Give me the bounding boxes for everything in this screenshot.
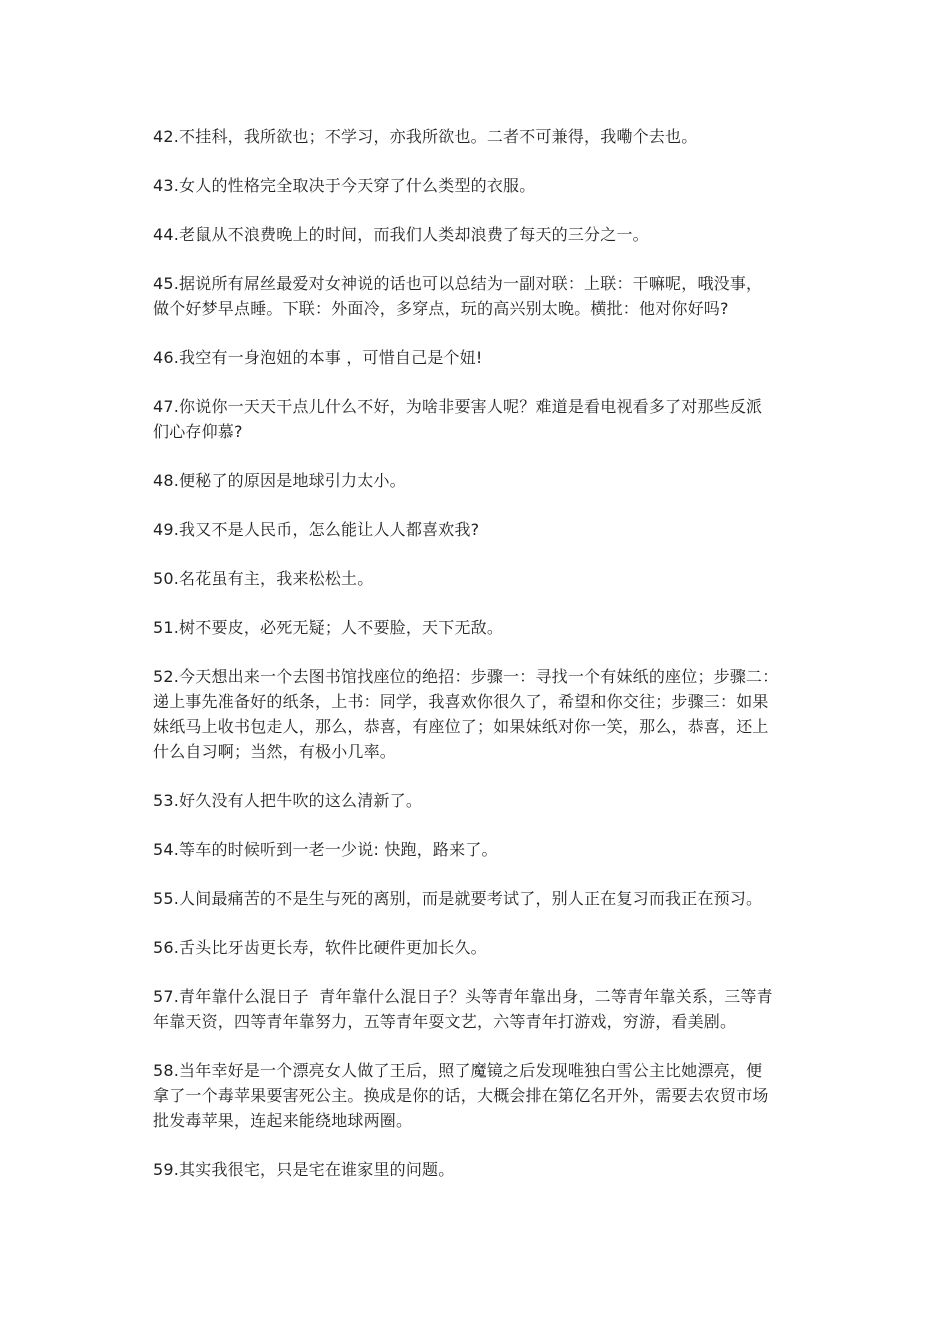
paragraph-line: 46.我空有一身泡妞的本事 ，可惜自己是个妞! bbox=[153, 348, 483, 367]
paragraph-line: 59.其实我很宅，只是宅在谁家里的问题。 bbox=[153, 1160, 455, 1179]
paragraph-line: 批发毒苹果，连起来能绕地球两圈。 bbox=[153, 1111, 413, 1130]
joke-paragraph bbox=[153, 1058, 798, 1133]
paragraph-line: 44.老鼠从不浪费晚上的时间，而我们人类却浪费了每天的三分之一。 bbox=[153, 225, 649, 244]
paragraph-line: 拿了一个毒苹果要害死公主。换成是你的话，大概会排在第亿名开外，需要去农贸市场 bbox=[153, 1086, 769, 1105]
paragraph-line: 47.你说你一天天干点儿什么不好，为啥非要害人呢？难道是看电视看多了对那些反派 bbox=[153, 397, 763, 416]
joke-paragraph bbox=[153, 566, 798, 591]
paragraph-line: 55.人间最痛苦的不是生与死的离别，而是就要考试了，别人正在复习而我正在预习。 bbox=[153, 889, 763, 908]
paragraph-line: 51.树不要皮，必死无疑；人不要脸，天下无敌。 bbox=[153, 618, 504, 637]
joke-paragraph bbox=[153, 345, 798, 370]
paragraph-line: 们心存仰慕? bbox=[153, 422, 243, 441]
joke-paragraph bbox=[153, 124, 798, 149]
joke-paragraph bbox=[153, 271, 798, 321]
document-body bbox=[153, 124, 798, 1206]
paragraph-line: 58.当年幸好是一个漂亮女人做了王后，照了魔镜之后发现唯独白雪公主比她漂亮，便 bbox=[153, 1061, 763, 1080]
paragraph-line: 54.等车的时候听到一老一少说: 快跑，路来了。 bbox=[153, 840, 498, 859]
joke-paragraph bbox=[153, 886, 798, 911]
paragraph-line: 53.好久没有人把牛吹的这么清新了。 bbox=[153, 791, 423, 810]
paragraph-line: 52.今天想出来一个去图书馆找座位的绝招：步骤一：寻找一个有妹纸的座位；步骤二： bbox=[153, 667, 779, 686]
paragraph-line: 什么自习啊；当然，有极小几率。 bbox=[153, 742, 397, 761]
paragraph-line: 递上事先准备好的纸条，上书：同学，我喜欢你很久了，希望和你交往；步骤三：如果 bbox=[153, 692, 769, 711]
joke-paragraph bbox=[153, 984, 798, 1034]
paragraph-line: 做个好梦早点睡。下联：外面冷，多穿点，玩的高兴别太晚。横批：他对你好吗? bbox=[153, 299, 729, 318]
joke-paragraph bbox=[153, 468, 798, 493]
paragraph-line: 50.名花虽有主，我来松松土。 bbox=[153, 569, 374, 588]
paragraph-line: 49.我又不是人民币，怎么能让人人都喜欢我? bbox=[153, 520, 480, 539]
joke-paragraph bbox=[153, 788, 798, 813]
paragraph-line: 45.据说所有屌丝最爱对女神说的话也可以总结为一副对联：上联：干嘛呢，哦没事， bbox=[153, 274, 763, 293]
paragraph-line: 48.便秘了的原因是地球引力太小。 bbox=[153, 471, 406, 490]
paragraph-line: 年靠天资，四等青年靠努力，五等青年耍文艺，六等青年打游戏，穷游，看美剧。 bbox=[153, 1012, 737, 1031]
joke-paragraph bbox=[153, 837, 798, 862]
paragraph-line: 妹纸马上收书包走人，那么，恭喜，有座位了；如果妹纸对你一笑，那么，恭喜，还上 bbox=[153, 717, 769, 736]
paragraph-line: 57.青年靠什么混日子 青年靠什么混日子？头等青年靠出身，二等青年靠关系，三等青 bbox=[153, 987, 773, 1006]
joke-paragraph bbox=[153, 935, 798, 960]
paragraph-line: 42.不挂科，我所欲也；不学习，亦我所欲也。二者不可兼得，我嘞个去也。 bbox=[153, 127, 698, 146]
joke-paragraph bbox=[153, 664, 798, 764]
joke-paragraph bbox=[153, 517, 798, 542]
joke-paragraph bbox=[153, 394, 798, 444]
joke-paragraph bbox=[153, 173, 798, 198]
joke-paragraph bbox=[153, 615, 798, 640]
paragraph-line: 43.女人的性格完全取决于今天穿了什么类型的衣服。 bbox=[153, 176, 536, 195]
joke-paragraph bbox=[153, 1157, 798, 1182]
joke-paragraph bbox=[153, 222, 798, 247]
paragraph-line: 56.舌头比牙齿更长寿，软件比硬件更加长久。 bbox=[153, 938, 487, 957]
